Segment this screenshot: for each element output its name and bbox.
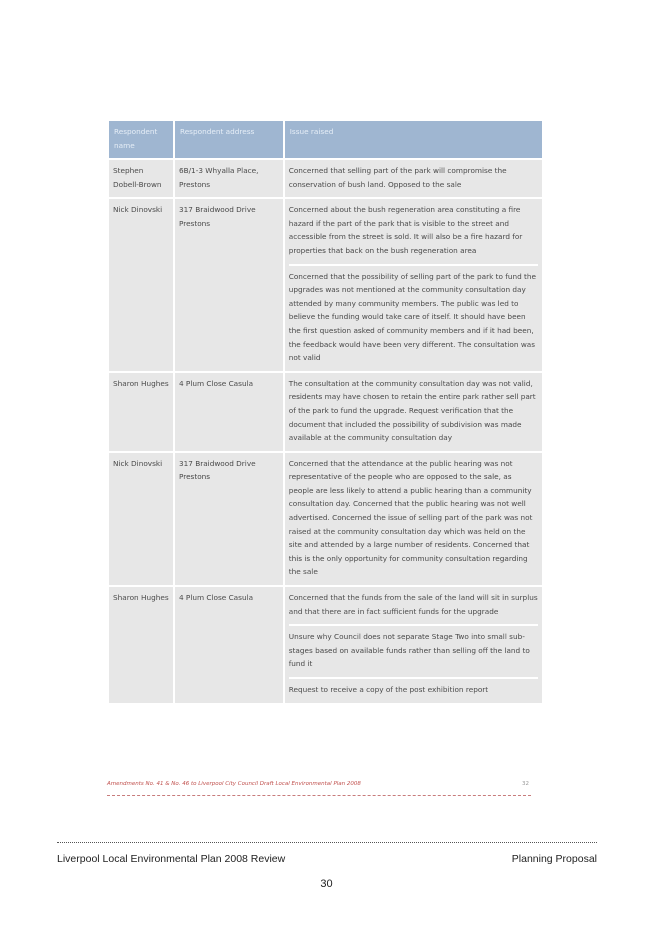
table-row (109, 373, 542, 451)
page-number: 30 (320, 878, 333, 890)
respondent-address: 4 Plum Close Casula (175, 587, 283, 703)
issue-cell (285, 587, 542, 703)
respondent-address: 317 Braidwood Drive Prestons (175, 453, 283, 585)
table-row (109, 160, 542, 197)
issue-cell (285, 453, 542, 585)
respondent-name: Sharon Hughes (109, 373, 173, 451)
table-row (109, 199, 542, 371)
footer-left-title: Liverpool Local Environmental Plan 2008 Review (57, 853, 286, 865)
respondent-name: Sharon Hughes (109, 587, 173, 703)
respondent-name: Stephen Dobell-Brown (109, 160, 173, 197)
header-respondent-name: Respondent name (109, 121, 173, 158)
header-issue-raised: Issue raised (285, 121, 542, 158)
issue-cell (285, 160, 542, 197)
respondent-address: 317 Braidwood Drive Prestons (175, 199, 283, 371)
table-row (109, 453, 542, 585)
issue-cell (285, 373, 542, 451)
issue-text: Unsure why Council does not separate Stage Two into small sub-stages based on available funds rather than selling off the land to fund it (289, 624, 538, 677)
header-respondent-address: Respondent address (175, 121, 283, 158)
respondent-address: 6B/1-3 Whyalla Place, Prestons (175, 160, 283, 197)
issue-text: The consultation at the community consultation day was not valid, residents may have chosen to retain the entire park rather sell part of the park to fund the upgrade. Request verification that the document that included the possibility of subdivision was made available at the community consultation day (288, 378, 536, 443)
issue-text: Concerned about the bush regeneration area constituting a fire hazard if the part of the park that is visible to the street and accessible from the street is sold. It will also be a fire hazard for properties that back on the bush regeneration area (288, 205, 523, 255)
submissions-table (107, 121, 544, 703)
inner-document-footer (107, 779, 531, 796)
table-row (109, 587, 542, 703)
issue-text: Concerned that the attendance at the public hearing was not representative of the people who are opposed to the sale, as people are less likely to attend a public hearing than a community consultation day. Concerned that the public hearing was not well advertised. Concerned the issue of selling part of the park was not raised at the community consultation day which was held on the site and attended by a large number of residents. Concerned that this is the only opportunity for community consultation regarding the sale (288, 458, 533, 577)
table-header-row (109, 121, 542, 158)
issue-cell (285, 199, 542, 371)
issue-text: Concerned that the possibility of selling part of the park to fund the upgrades was not mentioned at the community consultation day attended by many community members. The public was led to believe the funding would take care of itself. It should have been the first question asked of community members and if it had been, the feedback would have been very different. The consultation was not valid (289, 264, 538, 371)
footer-right-title: Planning Proposal (511, 853, 597, 865)
issue-text: Concerned that selling part of the park will compromise the conservation of bush land. Opposed to the sale (288, 166, 507, 189)
inner-footer-title: Amendments No. 41 & No. 46 to Liverpool City Council Draft Local Environmental Plan 2008 (107, 781, 361, 787)
footer-rule (57, 842, 597, 843)
issue-text: Request to receive a copy of the post exhibition report (289, 677, 538, 703)
respondent-name: Nick Dinovski (109, 453, 173, 585)
inner-footer-page: 32 (522, 781, 529, 787)
issue-text: Concerned that the funds from the sale of the land will sit in surplus and that there are in fact sufficient funds for the upgrade (288, 593, 538, 616)
respondent-name: Nick Dinovski (109, 199, 173, 371)
respondent-address: 4 Plum Close Casula (175, 373, 283, 451)
